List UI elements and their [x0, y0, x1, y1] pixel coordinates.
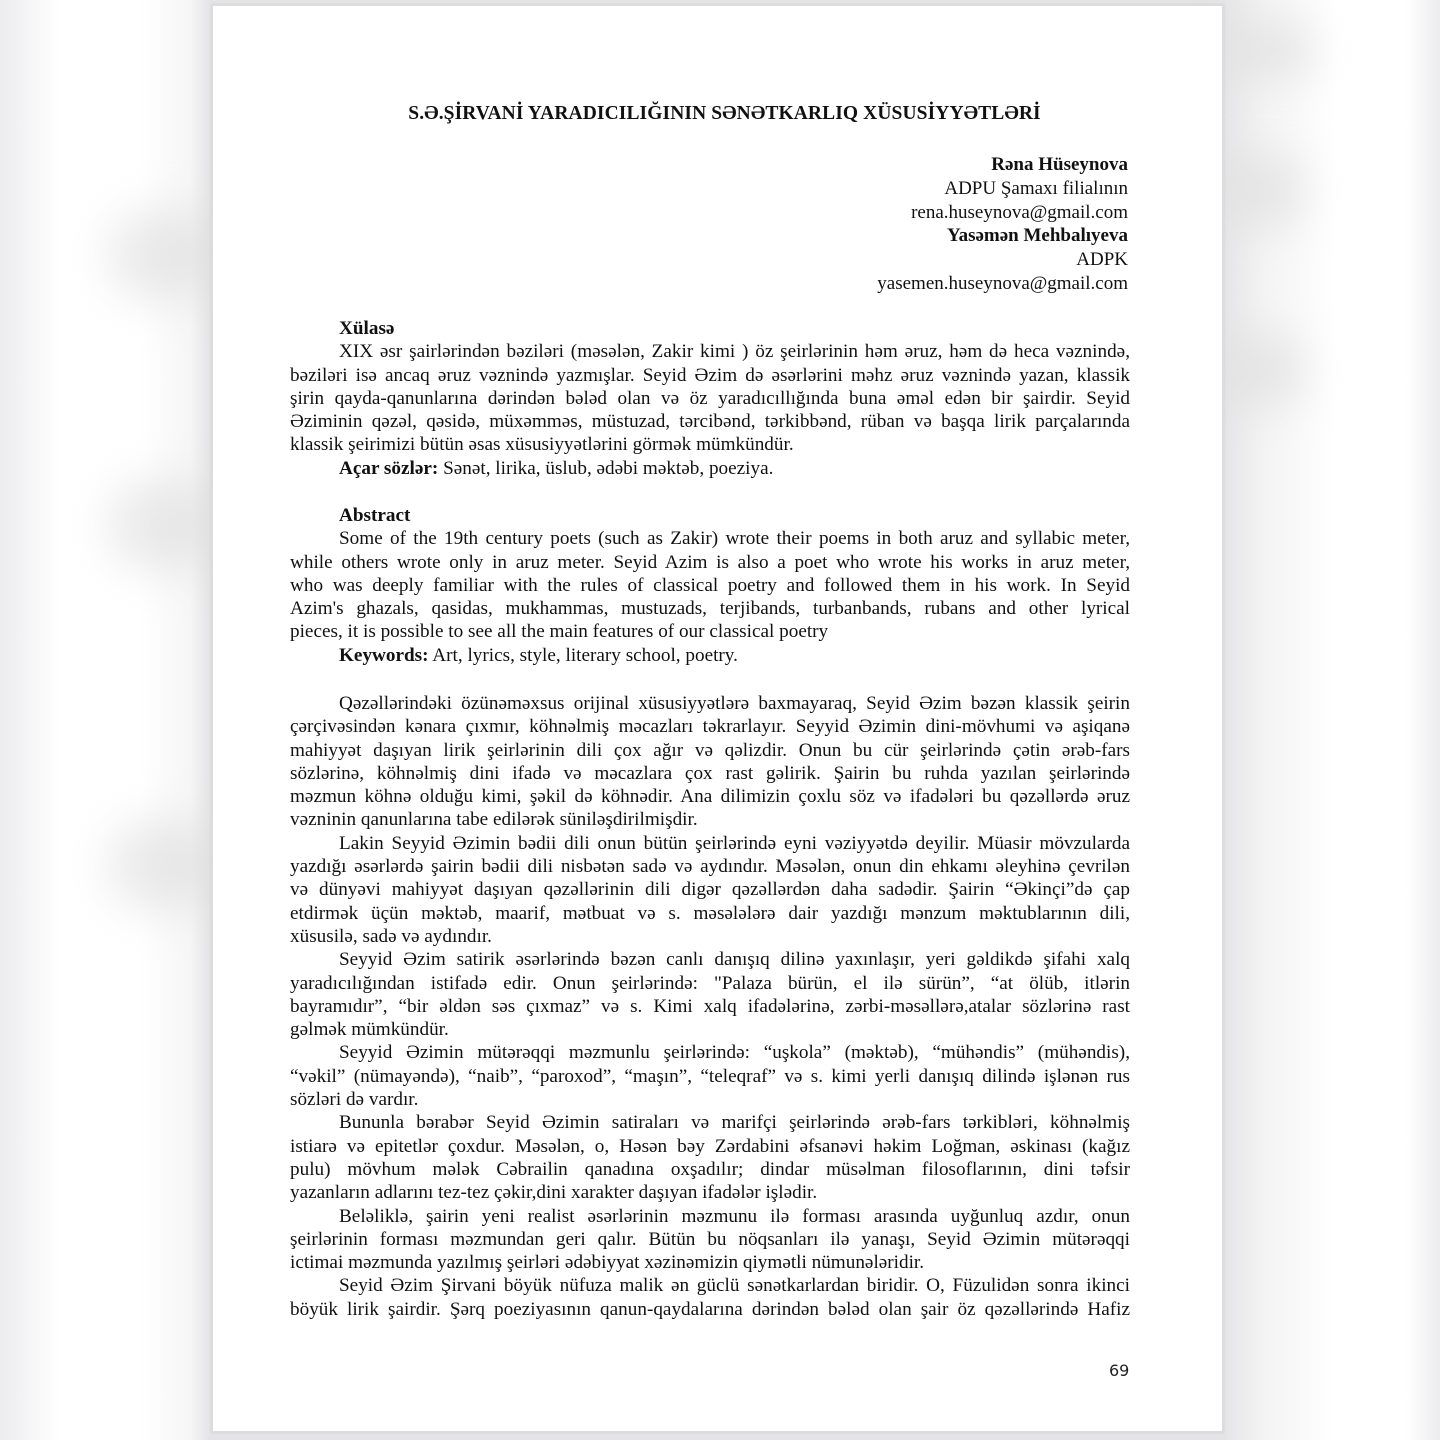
keywords-label: Açar sözlər: — [339, 457, 439, 479]
text-line: yazanların adlarını tez-tez çəkir,dini xarakter daşıyan ifadələr işlədir. — [290, 1182, 818, 1204]
text-line: çərçivəsindən kənara çıxmır, köhnəlmiş məcazları təkrarlayır. Seyyid Əzimin dini-mövhumi və aşiqanə — [290, 716, 1130, 738]
text-line: şeirlərinin forması məzmundan geri qalır. Bütün bu nöqsanları ilə yanaşı, Seyid Əzimin mütərəqqi — [290, 1228, 1130, 1250]
body-paragraph — [290, 1111, 1130, 1204]
background-blur — [1225, 20, 1315, 80]
text-line: istiarə və epitetlər çoxdur. Məsələn, o, Həsən bəy Zərdabini əfsanəvi həkim Loğman, əskinası (kağız — [290, 1135, 1130, 1157]
text-line: Qəzəllərindəki özünəməxsus orijinal xüsusiyyətlərə baxmayaraq, Seyid Əzim bəzən klassik şeirin — [339, 693, 1130, 714]
background-blur — [110, 210, 220, 300]
summary-heading: Xülasə — [339, 318, 395, 339]
keywords-text: Art, lyrics, style, literary school, poetry. — [428, 644, 738, 666]
text-line: pulu) mövhum mələk Cəbrailin qanadına oxşadılır; dindar müsəlman filosoflarının, dini təfsir — [290, 1158, 1130, 1180]
text-line: Seyid Əzim Şirvani böyük nüfuza malik ən güclü sənətkarlardan biridir. O, Füzulidən sonra ikinci — [339, 1275, 1130, 1297]
body-text — [290, 692, 1130, 1321]
abstract-section — [290, 504, 1130, 667]
text-line: pieces, it is possible to see all the main features of our classical poetry — [290, 621, 829, 643]
text-line: gəlmək mümkündür. — [290, 1019, 449, 1041]
keywords-text: Sənət, lirika, üslub, ədəbi məktəb, poeziya. — [438, 457, 774, 479]
text-line: klassik şeirimizi bütün əsas xüsusiyyətlərini görmək mümkündür. — [290, 434, 794, 456]
page-number: 69 — [1109, 1361, 1130, 1380]
text-line: yaradıcılığından istifadə edir. Onun şeirlərində: "Palaza bürün, el ilə sürün”, “at ölüb, itlərin — [290, 972, 1130, 994]
background-blur — [110, 480, 220, 570]
body-paragraph — [290, 1041, 1130, 1111]
abstract-paragraph — [290, 527, 1130, 643]
text-line: bəziləri isə ancaq əruz vəznində yazmışlar. Seyid Əzim də əsərlərini məhz əruz vəznində yazan, klassik — [290, 364, 1130, 386]
text-line: who was deeply familiar with the rules of classical poetry and followed them in his work. In Seyid — [290, 574, 1130, 596]
summary-section — [290, 317, 1130, 480]
text-line: Bununla bərabər Seyid Əzimin satiraları və marifçi şeirlərində ərəb-fars tərkibləri, köhnəlmiş — [339, 1112, 1130, 1134]
text-line: Some of the 19th century poets (such as Zakir) wrote their poems in both aruz and syllabic meter, — [339, 528, 1130, 550]
text-line: etdirmək üçün məktəb, maarif, mətbuat və s. məsələlərə dair yazdığı mənzum məktublarının dili, — [290, 902, 1130, 924]
text-line: vəzninin qanunlarına tabe edilərək süniləşdirilmişdir. — [290, 809, 698, 831]
body-paragraph — [290, 832, 1130, 948]
background-blur — [1225, 150, 1305, 230]
text-line: sözləri də vardır. — [290, 1089, 419, 1111]
text-line: xüsusilə, sadə və aydındır. — [290, 925, 492, 947]
author-block — [877, 153, 1128, 296]
text-line: yazdığı əsərlərdə şairin bədii dili nisbətən sadə və aydındır. Məsələn, onun din ehkamı əleyhinə çevrilən — [290, 856, 1130, 878]
keywords-label: Keywords: — [339, 644, 429, 666]
summary-keywords — [290, 457, 1130, 480]
text-line: sözlərinə, köhnəlmiş dini ifadə və məcazlara çox rast gəlirik. Şairin bu ruhda yazılan şeirlərində — [290, 762, 1130, 784]
author-affiliation: ADPK — [1076, 249, 1128, 271]
document-page — [211, 4, 1224, 1433]
text-line: Seyyid Əzim satirik əsərlərində bəzən canlı danışıq dilinə yaxınlaşır, yeri gəldikdə şifahi xalq — [339, 949, 1130, 971]
body-paragraph — [290, 1205, 1130, 1275]
text-line: Beləliklə, şairin yeni realist əsərlərinin məzmunu ilə forması arasında uyğunluq azdır, onun — [339, 1205, 1130, 1227]
abstract-keywords — [290, 644, 1130, 667]
text-line: və dünyəvi mahiyyət daşıyan qəzəllərinin dili digər qəzəllərdən daha sadədir. Şairin “Əkinçi”də çap — [290, 879, 1130, 901]
author-email[interactable]: yasemen.huseynova@gmail.com — [877, 272, 1128, 294]
summary-paragraph — [290, 340, 1130, 456]
text-line: Seyyid Əzimin mütərəqqi məzmunlu şeirlərində: “uşkola” (məktəb), “mühəndis” (mühəndis), — [339, 1042, 1130, 1064]
background-blur — [1225, 330, 1305, 410]
text-line: Əziminin qəzəl, qəsidə, müxəmməs, müstuzad, tərcibənd, tərkibbənd, rüban və başqa lirik parçalarında — [290, 411, 1130, 433]
text-line: XIX əsr şairlərindən bəziləri (məsələn, Zakir kimi ) öz şeirlərinin həm əruz, həm də heca vəznində, — [339, 341, 1130, 363]
text-line: bayramıdır”, “bir əldən səs çıxmaz” və s. Kimi xalq ifadələrinə, zərbi-məsəllərə,atalar sözlərinə rast — [290, 995, 1130, 1017]
author-name: Yasəmən Mehbalıyeva — [946, 225, 1128, 247]
abstract-heading: Abstract — [339, 505, 411, 526]
text-line: böyük lirik şairdir. Şərq poeziyasının qanun-qaydalarına dərindən bələd olan şair öz qəzəllərində Hafiz — [290, 1298, 1130, 1320]
author-affiliation: ADPU Şamaxı filialının — [944, 177, 1128, 199]
body-paragraph — [290, 1274, 1130, 1321]
text-line: while others wrote only in aruz meter. Seyid Azim is also a poet who wrote his works in aruz meter, — [290, 551, 1130, 573]
text-line: ictimai məzmunda yazılmış şeirləri ədəbiyyat xəzinəmizin qiymətli nümunələridir. — [290, 1252, 925, 1274]
body-paragraph — [290, 692, 1130, 832]
body-paragraph — [290, 948, 1130, 1041]
text-line: “vəkil” (nümayəndə), “naib”, “paroxod”, “maşın”, “teleqraf” və s. kimi yerli danışıq dilində işlənən rus — [290, 1065, 1130, 1087]
paper-title: S.Ə.ŞİRVANİ YARADICILIĞININ SƏNƏTKARLIQ XÜSUSİYYƏTLƏRİ — [408, 103, 1041, 124]
author-name: Rəna Hüseynova — [991, 154, 1128, 175]
background-blur — [110, 820, 220, 910]
text-line: şirin qayda-qanunlarına dərindən bələd olan və öz yaradıcıllığında buna əməl edən bir şairdir. Seyid — [290, 387, 1130, 409]
text-line: Lakin Seyyid Əzimin bədii dili onun bütün şeirlərində eyni vəziyyətdə deyilir. Müasir mövzularda — [339, 832, 1130, 854]
author-email[interactable]: rena.huseynova@gmail.com — [911, 201, 1128, 223]
text-line: məzmun köhnə olduğu kimi, şəkil də köhnədir. Ana dilimizin çoxlu söz və ifadələri bu qəzəllərdə əruz — [290, 786, 1130, 808]
text-line: mahiyyət daşıyan lirik şeirlərinin dili çox ağır və qəlizdir. Onun bu cür şeirlərində çətin ərəb-fars — [290, 739, 1130, 761]
text-line: Azim's ghazals, qasidas, mukhammas, mustuzads, terjibands, turbanbands, rubans and other lyrical — [290, 598, 1130, 620]
